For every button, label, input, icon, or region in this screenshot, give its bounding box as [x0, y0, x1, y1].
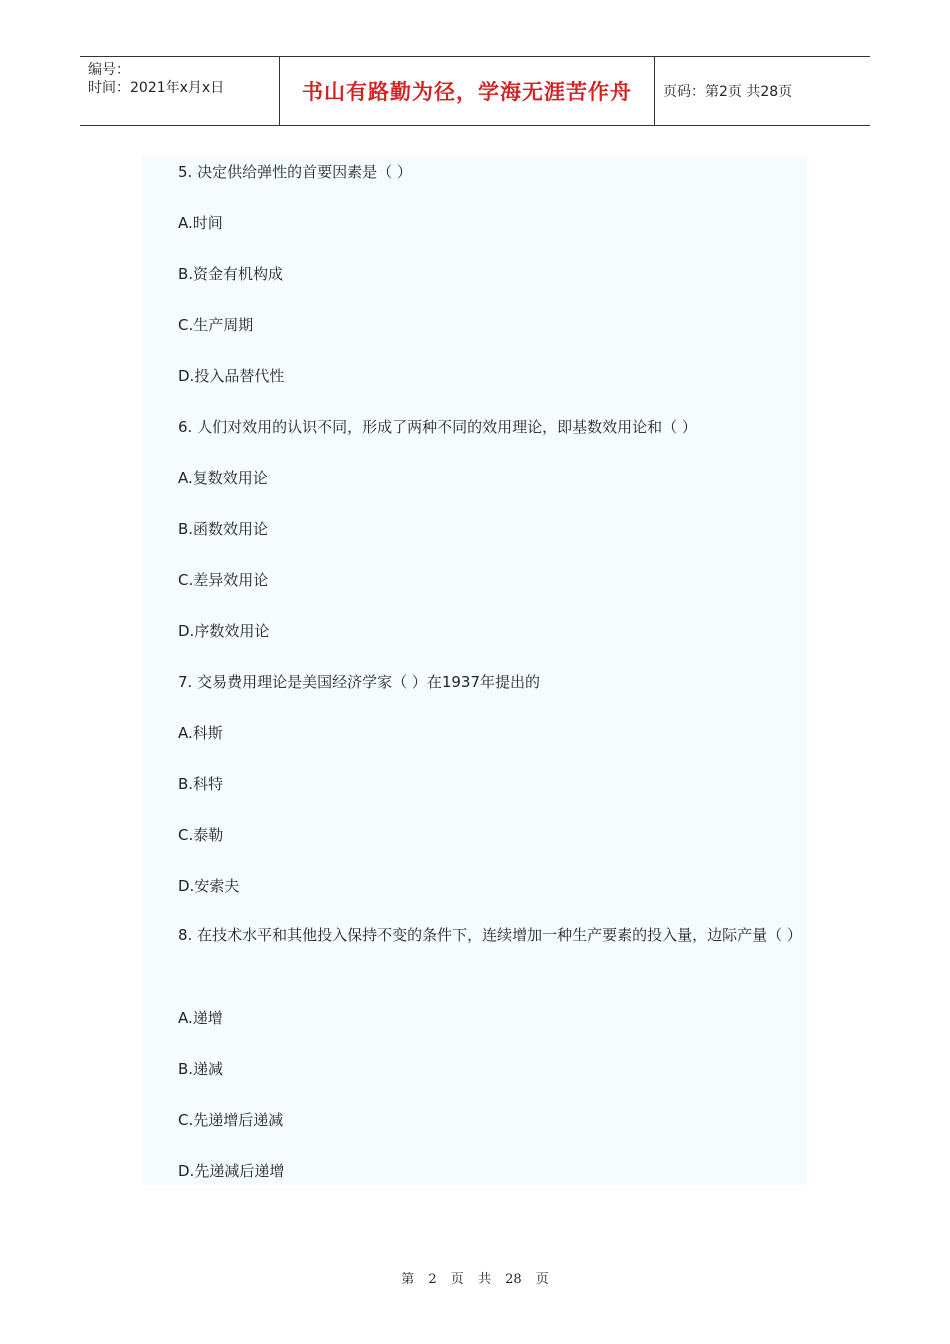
footer-text: 页 — [450, 1272, 464, 1287]
page-footer — [0, 1268, 950, 1287]
header-motto: 书山有路勤为径，学海无涯苦作舟 — [280, 57, 655, 125]
option-item: C.生产周期 — [178, 316, 254, 334]
option-item: D.安索夫 — [178, 877, 240, 895]
option-item: B.科特 — [178, 775, 224, 793]
option-item: B.函数效用论 — [178, 520, 269, 538]
time-label: 时间：2021年x月x日 — [88, 80, 225, 96]
option-item: B.资金有机构成 — [178, 265, 284, 283]
question-area — [142, 155, 807, 1185]
option-item: B.递减 — [178, 1060, 224, 1078]
option-item: C.泰勒 — [178, 826, 224, 844]
option-item: A.复数效用论 — [178, 469, 268, 487]
header-meta — [80, 57, 280, 125]
option-item: D.投入品替代性 — [178, 367, 285, 385]
footer-text: 共 — [477, 1272, 491, 1287]
option-item: D.序数效用论 — [178, 622, 270, 640]
footer-text: 页 — [535, 1272, 549, 1287]
option-item: A.递增 — [178, 1009, 223, 1027]
option-item: C.差异效用论 — [178, 571, 269, 589]
question-stem: 6. 人们对效用的认识不同，形成了两种不同的效用理论，即基数效用论和（ ） — [178, 418, 697, 436]
header-page-info: 页码：第2页 共28页 — [663, 84, 793, 100]
footer-text: 第 — [401, 1272, 415, 1287]
number-label: 编号： — [88, 62, 130, 78]
question-stem: 5. 决定供给弹性的首要因素是（ ） — [178, 163, 412, 181]
footer-total-pages: 28 — [505, 1272, 522, 1287]
question-stem: 8. 在技术水平和其他投入保持不变的条件下，连续增加一种生产要素的投入量，边际产量（ ） — [178, 926, 802, 944]
option-item: A.科斯 — [178, 724, 223, 742]
question-stem: 7. 交易费用理论是美国经济学家（ ）在1937年提出的 — [178, 673, 541, 691]
option-item: C.先递增后递减 — [178, 1111, 284, 1129]
footer-page-number: 2 — [428, 1272, 437, 1287]
option-item: D.先递减后递增 — [178, 1162, 285, 1180]
option-item: A.时间 — [178, 214, 223, 232]
page-header — [80, 56, 870, 126]
